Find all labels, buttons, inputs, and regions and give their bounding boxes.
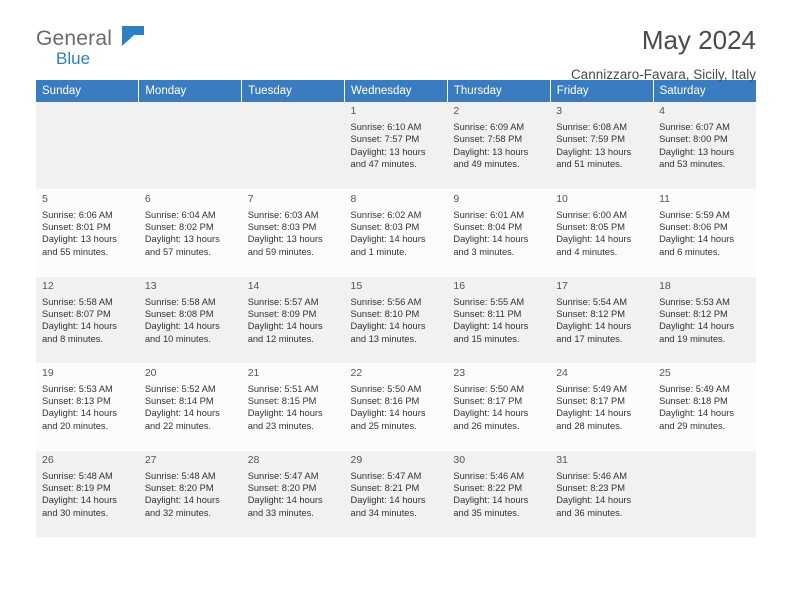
daylight-text-line2: and 6 minutes. <box>659 246 721 257</box>
day-number: 27 <box>144 453 157 466</box>
day-number: 7 <box>247 192 254 205</box>
daylight-text-line2: and 20 minutes. <box>42 420 109 431</box>
sunset-text: Sunset: 8:22 PM <box>453 482 523 493</box>
day-number: 15 <box>350 279 363 292</box>
daylight-text-line2: and 8 minutes. <box>42 333 103 344</box>
daylight-text-line2: and 15 minutes. <box>453 333 520 344</box>
calendar-cell[interactable] <box>139 276 242 363</box>
sunset-text: Sunset: 8:00 PM <box>659 134 728 145</box>
sunrise-text: Sunrise: 5:59 AM <box>659 209 730 220</box>
weekday-header-sunday: Sunday <box>36 80 139 102</box>
day-info <box>248 209 340 259</box>
day-number: 13 <box>144 279 157 292</box>
sunrise-text: Sunrise: 6:06 AM <box>42 209 113 220</box>
calendar-cell[interactable] <box>345 363 448 450</box>
day-number: 28 <box>247 453 260 466</box>
day-info <box>42 209 134 259</box>
day-number: 21 <box>247 366 260 379</box>
daylight-text-line1: Daylight: 14 hours <box>659 408 734 419</box>
daylight-text-line1: Daylight: 13 hours <box>556 146 632 157</box>
calendar-cell[interactable] <box>653 102 756 189</box>
day-info <box>556 209 648 259</box>
daylight-text-line2: and 33 minutes. <box>247 507 314 518</box>
calendar-cell[interactable] <box>36 276 139 363</box>
daylight-text-line1: Daylight: 13 hours <box>350 146 426 157</box>
table-row <box>36 189 756 276</box>
daylight-text-line1: Daylight: 14 hours <box>453 408 529 419</box>
day-info <box>453 383 545 433</box>
daylight-text-line2: and 35 minutes. <box>453 507 520 518</box>
sunrise-text: Sunrise: 5:57 AM <box>247 296 319 307</box>
day-number: 3 <box>556 105 563 117</box>
calendar-cell[interactable] <box>139 450 242 537</box>
day-number: 11 <box>659 192 670 205</box>
calendar-cell[interactable] <box>447 102 550 189</box>
calendar-cell[interactable] <box>550 189 653 276</box>
sunset-text: Sunset: 8:03 PM <box>350 221 420 232</box>
daylight-text-line1: Daylight: 14 hours <box>144 321 220 332</box>
day-info <box>659 296 751 346</box>
calendar-cell[interactable] <box>242 363 345 450</box>
daylight-text-line1: Daylight: 14 hours <box>350 321 426 332</box>
sunrise-text: Sunrise: 5:47 AM <box>350 470 422 481</box>
day-info <box>351 121 443 171</box>
calendar-cell[interactable] <box>447 189 550 276</box>
daylight-text-line2: and 49 minutes. <box>453 159 520 170</box>
day-info <box>556 121 648 171</box>
calendar-cell[interactable] <box>447 276 550 363</box>
sunset-text: Sunset: 8:06 PM <box>659 221 728 232</box>
sunset-text: Sunset: 8:12 PM <box>556 308 625 319</box>
daylight-text-line1: Daylight: 14 hours <box>247 408 323 419</box>
sunset-text: Sunset: 8:17 PM <box>556 395 625 406</box>
sunrise-text: Sunrise: 5:53 AM <box>659 296 730 307</box>
daylight-text-line1: Daylight: 14 hours <box>350 408 426 419</box>
sunset-text: Sunset: 8:01 PM <box>42 221 111 232</box>
day-number: 8 <box>350 192 357 205</box>
sunrise-text: Sunrise: 5:50 AM <box>350 383 422 394</box>
sunrise-text: Sunrise: 6:09 AM <box>453 122 525 132</box>
daylight-text-line2: and 28 minutes. <box>556 420 623 431</box>
calendar-cell[interactable] <box>36 363 139 450</box>
day-info <box>42 470 134 520</box>
day-info <box>351 383 443 433</box>
sunset-text: Sunset: 8:23 PM <box>556 482 625 493</box>
table-row <box>36 363 756 450</box>
daylight-text-line1: Daylight: 14 hours <box>453 321 529 332</box>
sunset-text: Sunset: 8:09 PM <box>247 308 317 319</box>
sunset-text: Sunset: 8:12 PM <box>659 308 728 319</box>
calendar-cell[interactable] <box>447 450 550 537</box>
sunset-text: Sunset: 7:58 PM <box>453 134 523 145</box>
daylight-text-line1: Daylight: 14 hours <box>350 234 426 245</box>
calendar-cell-empty <box>242 102 345 189</box>
daylight-text-line2: and 4 minutes. <box>556 246 618 257</box>
daylight-text-line2: and 3 minutes. <box>453 246 515 257</box>
sunrise-text: Sunrise: 5:51 AM <box>247 383 319 394</box>
daylight-text-line1: Daylight: 13 hours <box>247 234 323 245</box>
day-info <box>351 209 443 259</box>
sunrise-text: Sunrise: 5:56 AM <box>350 296 422 307</box>
logo-text-blue: Blue <box>56 49 91 68</box>
daylight-text-line2: and 23 minutes. <box>247 420 314 431</box>
day-number: 5 <box>42 192 48 205</box>
calendar-cell[interactable] <box>242 276 345 363</box>
day-info <box>351 470 443 520</box>
daylight-text-line2: and 17 minutes. <box>556 333 623 344</box>
weekday-header-row <box>36 80 756 102</box>
daylight-text-line2: and 32 minutes. <box>144 507 211 518</box>
daylight-text-line2: and 30 minutes. <box>42 507 109 518</box>
day-info <box>659 383 751 433</box>
sunrise-text: Sunrise: 6:03 AM <box>247 209 319 220</box>
sunrise-text: Sunrise: 5:53 AM <box>42 383 113 394</box>
weekday-header-tuesday: Tuesday <box>242 80 345 102</box>
day-number: 1 <box>350 105 357 117</box>
daylight-text-line1: Daylight: 14 hours <box>350 495 426 506</box>
sunset-text: Sunset: 8:03 PM <box>247 221 317 232</box>
calendar-cell[interactable] <box>36 450 139 537</box>
sunset-text: Sunset: 8:17 PM <box>453 395 523 406</box>
day-info <box>248 383 340 433</box>
day-info <box>453 121 545 171</box>
calendar-cell[interactable] <box>653 363 756 450</box>
day-info <box>351 296 443 346</box>
table-row <box>36 450 756 537</box>
daylight-text-line1: Daylight: 14 hours <box>42 495 117 506</box>
table-row <box>36 276 756 363</box>
location-subtitle: Cannizzaro-Favara, Sicily, Italy <box>570 66 756 82</box>
day-number: 24 <box>556 366 568 379</box>
sunrise-text: Sunrise: 5:55 AM <box>453 296 525 307</box>
day-number: 2 <box>453 105 460 117</box>
day-info <box>453 296 545 346</box>
day-number: 22 <box>350 366 363 379</box>
daylight-text-line1: Daylight: 14 hours <box>453 234 529 245</box>
sunset-text: Sunset: 8:18 PM <box>659 395 728 406</box>
daylight-text-line1: Daylight: 13 hours <box>453 146 529 157</box>
calendar-cell[interactable] <box>550 276 653 363</box>
calendar-cell-empty <box>139 102 242 189</box>
daylight-text-line2: and 57 minutes. <box>144 246 211 257</box>
daylight-text-line1: Daylight: 13 hours <box>144 234 220 245</box>
calendar-cell[interactable] <box>345 276 448 363</box>
daylight-text-line2: and 1 minute. <box>350 246 407 257</box>
sunrise-text: Sunrise: 5:52 AM <box>144 383 216 394</box>
day-number: 10 <box>556 192 568 205</box>
sunrise-text: Sunrise: 6:01 AM <box>453 209 525 220</box>
sunset-text: Sunset: 7:59 PM <box>556 134 625 145</box>
day-info <box>248 470 340 520</box>
day-info <box>145 383 237 433</box>
sunset-text: Sunset: 8:19 PM <box>42 482 111 493</box>
day-number: 20 <box>144 366 157 379</box>
sunrise-text: Sunrise: 5:49 AM <box>659 383 730 394</box>
weekday-header-thursday: Thursday <box>447 80 550 102</box>
sunrise-text: Sunrise: 5:49 AM <box>556 383 628 394</box>
sunset-text: Sunset: 8:14 PM <box>144 395 214 406</box>
calendar-cell[interactable] <box>447 363 550 450</box>
sunset-text: Sunset: 8:10 PM <box>350 308 420 319</box>
daylight-text-line1: Daylight: 14 hours <box>659 321 734 332</box>
table-row <box>36 102 756 189</box>
sun-times-calendar <box>36 80 756 538</box>
calendar-cell[interactable] <box>550 363 653 450</box>
calendar-cell-empty <box>36 102 139 189</box>
sunrise-text: Sunrise: 5:46 AM <box>453 470 525 481</box>
sunset-text: Sunset: 8:02 PM <box>144 221 214 232</box>
sunset-text: Sunset: 8:20 PM <box>247 482 317 493</box>
day-number: 25 <box>659 366 671 379</box>
sunset-text: Sunset: 8:04 PM <box>453 221 523 232</box>
calendar-cell[interactable] <box>345 450 448 537</box>
daylight-text-line1: Daylight: 14 hours <box>556 321 632 332</box>
sunrise-text: Sunrise: 5:48 AM <box>144 470 216 481</box>
day-number: 14 <box>247 279 260 292</box>
logo-text-general: General <box>36 27 113 50</box>
sunrise-text: Sunrise: 5:48 AM <box>42 470 113 481</box>
daylight-text-line1: Daylight: 14 hours <box>556 408 632 419</box>
daylight-text-line1: Daylight: 14 hours <box>42 321 117 332</box>
day-info <box>453 209 545 259</box>
daylight-text-line1: Daylight: 14 hours <box>556 495 632 506</box>
calendar-cell[interactable] <box>653 276 756 363</box>
daylight-text-line1: Daylight: 14 hours <box>144 495 220 506</box>
daylight-text-line2: and 47 minutes. <box>350 159 417 170</box>
calendar-cell[interactable] <box>36 189 139 276</box>
day-number: 9 <box>453 192 460 205</box>
daylight-text-line2: and 29 minutes. <box>659 420 726 431</box>
calendar-body <box>36 102 756 537</box>
daylight-text-line1: Daylight: 13 hours <box>42 234 117 245</box>
weekday-header-wednesday: Wednesday <box>345 80 448 102</box>
day-info <box>42 296 134 346</box>
daylight-text-line2: and 22 minutes. <box>144 420 211 431</box>
sunset-text: Sunset: 8:13 PM <box>42 395 111 406</box>
sunrise-text: Sunrise: 6:00 AM <box>556 209 628 220</box>
daylight-text-line2: and 19 minutes. <box>659 333 726 344</box>
sunrise-text: Sunrise: 5:46 AM <box>556 470 628 481</box>
daylight-text-line2: and 36 minutes. <box>556 507 623 518</box>
daylight-text-line2: and 34 minutes. <box>350 507 417 518</box>
sunset-text: Sunset: 8:08 PM <box>144 308 214 319</box>
sunset-text: Sunset: 8:05 PM <box>556 221 625 232</box>
sunset-text: Sunset: 8:16 PM <box>350 395 420 406</box>
calendar-cell[interactable] <box>345 189 448 276</box>
day-info <box>248 296 340 346</box>
day-number: 23 <box>453 366 466 379</box>
daylight-text-line1: Daylight: 14 hours <box>144 408 220 419</box>
day-number: 30 <box>453 453 466 466</box>
sunrise-text: Sunrise: 5:58 AM <box>144 296 216 307</box>
sunrise-text: Sunrise: 5:47 AM <box>247 470 319 481</box>
sunset-text: Sunset: 8:21 PM <box>350 482 420 493</box>
daylight-text-line2: and 13 minutes. <box>350 333 417 344</box>
sunset-text: Sunset: 8:07 PM <box>42 308 111 319</box>
day-info <box>659 209 751 259</box>
day-number: 18 <box>659 279 671 292</box>
day-info <box>145 209 237 259</box>
logo-flag-triangle-icon <box>122 26 144 46</box>
calendar-cell[interactable] <box>242 189 345 276</box>
calendar-cell-empty <box>653 450 756 537</box>
daylight-text-line2: and 53 minutes. <box>659 159 726 170</box>
sunrise-text: Sunrise: 5:54 AM <box>556 296 628 307</box>
day-info <box>145 470 237 520</box>
page-title: May 2024 <box>641 25 756 55</box>
daylight-text-line2: and 10 minutes. <box>144 333 211 344</box>
daylight-text-line1: Daylight: 14 hours <box>453 495 529 506</box>
day-number: 19 <box>42 366 54 379</box>
sunrise-text: Sunrise: 5:50 AM <box>453 383 525 394</box>
daylight-text-line2: and 26 minutes. <box>453 420 520 431</box>
weekday-header-saturday: Saturday <box>653 80 756 102</box>
page-header <box>36 0 756 82</box>
day-info <box>556 383 648 433</box>
day-number: 29 <box>350 453 363 466</box>
daylight-text-line1: Daylight: 13 hours <box>659 146 734 157</box>
calendar-cell[interactable] <box>139 189 242 276</box>
day-number: 4 <box>659 105 665 117</box>
sunrise-text: Sunrise: 5:58 AM <box>42 296 113 307</box>
calendar-cell[interactable] <box>139 363 242 450</box>
daylight-text-line1: Daylight: 14 hours <box>247 321 323 332</box>
day-number: 17 <box>556 279 568 292</box>
calendar-cell[interactable] <box>550 102 653 189</box>
sunrise-text: Sunrise: 6:04 AM <box>144 209 216 220</box>
day-info <box>145 296 237 346</box>
day-number: 31 <box>556 453 568 466</box>
weekday-header-friday: Friday <box>550 80 653 102</box>
day-info <box>556 470 648 520</box>
general-blue-logo[interactable] <box>36 26 186 74</box>
sunset-text: Sunset: 8:11 PM <box>453 308 522 319</box>
daylight-text-line2: and 55 minutes. <box>42 246 109 257</box>
daylight-text-line2: and 59 minutes. <box>247 246 314 257</box>
daylight-text-line1: Daylight: 14 hours <box>659 234 734 245</box>
weekday-header-monday: Monday <box>139 80 242 102</box>
day-info <box>659 121 751 171</box>
day-number: 12 <box>42 279 54 292</box>
sunset-text: Sunset: 7:57 PM <box>350 134 420 145</box>
sunset-text: Sunset: 8:20 PM <box>144 482 214 493</box>
sunrise-text: Sunrise: 6:10 AM <box>350 122 422 132</box>
day-number: 6 <box>144 192 151 205</box>
daylight-text-line2: and 51 minutes. <box>556 159 623 170</box>
calendar-cell[interactable] <box>345 102 448 189</box>
day-number: 16 <box>453 279 466 292</box>
calendar-cell[interactable] <box>550 450 653 537</box>
day-info <box>453 470 545 520</box>
day-info <box>556 296 648 346</box>
day-number: 26 <box>42 453 54 466</box>
sunrise-text: Sunrise: 6:07 AM <box>659 122 730 132</box>
calendar-cell[interactable] <box>653 189 756 276</box>
sunrise-text: Sunrise: 6:02 AM <box>350 209 422 220</box>
daylight-text-line2: and 25 minutes. <box>350 420 417 431</box>
title-block <box>186 26 756 82</box>
daylight-text-line2: and 12 minutes. <box>247 333 314 344</box>
daylight-text-line1: Daylight: 14 hours <box>247 495 323 506</box>
daylight-text-line1: Daylight: 14 hours <box>42 408 117 419</box>
daylight-text-line1: Daylight: 14 hours <box>556 234 632 245</box>
calendar-cell[interactable] <box>242 450 345 537</box>
sunset-text: Sunset: 8:15 PM <box>247 395 317 406</box>
sunrise-text: Sunrise: 6:08 AM <box>556 122 628 132</box>
day-info <box>42 383 134 433</box>
